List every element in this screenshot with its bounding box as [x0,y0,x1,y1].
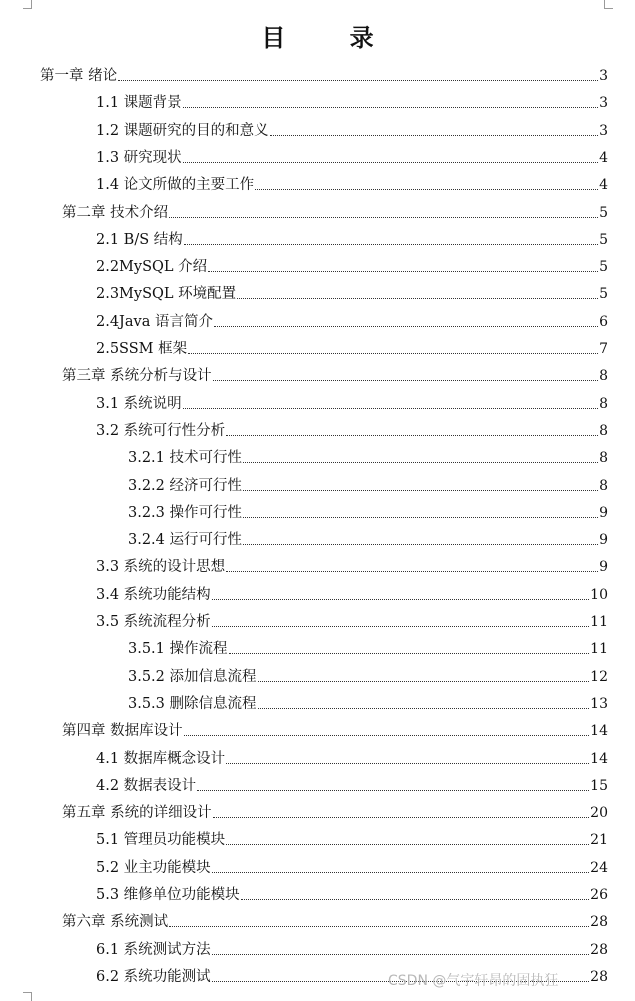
toc-leader-dots [212,599,590,600]
toc-entry-page: 28 [590,914,608,931]
toc-entry-label: 2.5SSM 框架 [96,341,188,357]
toc-entry-page: 5 [599,231,608,248]
toc-entry[interactable] [96,336,608,358]
toc-leader-dots [183,162,598,163]
toc-entry-label: 2.3MySQL 环境配置 [96,286,237,303]
toc-entry-page: 14 [590,750,608,767]
toc-entry-page: 11 [590,641,608,658]
toc-entry-page: 28 [590,968,608,985]
toc-entry-label: 第四章 数据库设计 [62,723,183,740]
toc-leader-dots [243,544,598,545]
toc-entry-label: 第五章 系统的详细设计 [62,805,212,822]
toc-entry-label: 3.5.2 添加信息流程 [128,668,257,685]
toc-entry-label: 1.2 课题研究的目的和意义 [96,122,269,139]
toc-entry-page: 12 [590,668,608,685]
page-corner-mark [604,0,613,9]
toc-leader-dots [243,490,598,491]
toc-entry-page: 13 [590,695,608,712]
toc-entry-label: 5.3 维修单位功能模块 [96,887,240,903]
toc-entry[interactable] [62,363,608,385]
toc-entry-page: 5 [599,204,608,221]
toc-entry[interactable] [62,909,608,931]
toc-entry[interactable] [62,200,608,222]
toc-entry[interactable] [96,582,608,604]
toc-entry-page: 3 [599,95,608,112]
toc-entry-label: 3.2.2 经济可行性 [128,477,243,494]
toc-entry-label: 3.5.3 删除信息流程 [128,695,257,712]
toc-entry-page: 4 [599,149,608,166]
toc-entry-label: 4.2 数据表设计 [96,777,197,794]
toc-entry-label: 1.1 课题背景 [96,95,182,112]
toc-entry-label: 3.2 系统可行性分析 [96,422,226,439]
toc-entry-page: 9 [599,559,608,576]
toc-entry-label: 4.1 数据库概念设计 [96,750,226,767]
toc-entry[interactable] [96,937,608,959]
toc-leader-dots [229,653,590,654]
toc-leader-dots [237,298,598,299]
toc-entry[interactable] [96,855,608,877]
toc-leader-dots [212,954,590,955]
toc-entry-page: 5 [599,259,608,276]
toc-leader-dots [226,571,598,572]
toc-entry-page: 11 [590,614,608,630]
toc-entry-page: 4 [599,177,608,194]
toc-entry[interactable] [128,473,608,495]
toc-entry-label: 第六章 系统测试 [62,914,169,931]
toc-leader-dots [169,926,589,927]
toc-entry-page: 14 [590,723,608,740]
toc-title: 目 录 [261,23,402,52]
toc-leader-dots [183,408,598,409]
toc-entry[interactable] [96,773,608,795]
toc-leader-dots [188,353,598,354]
toc-entry-page: 6 [599,313,608,330]
toc-entry[interactable] [40,63,608,85]
toc-entry-page: 24 [590,859,608,876]
toc-entry-label: 3.3 系统的设计思想 [96,559,226,576]
toc-entry[interactable] [62,800,608,822]
toc-leader-dots [212,626,590,627]
toc-entry-label: 3.2.1 技术可行性 [128,450,243,467]
toc-entry-label: 2.4Java 语言简介 [96,313,213,330]
toc-leader-dots [214,326,598,327]
toc-leader-dots [270,135,598,136]
toc-entry[interactable] [128,636,608,658]
toc-entry-page: 3 [599,68,608,84]
toc-entry[interactable] [96,227,608,249]
toc-entry-page: 10 [590,586,608,603]
toc-entry-label: 第三章 系统分析与设计 [62,368,212,385]
toc-entry-label: 3.2.3 操作可行性 [128,504,243,521]
toc-leader-dots [243,462,598,463]
toc-entry-label: 1.3 研究现状 [96,149,182,166]
toc-entry[interactable] [96,281,608,303]
toc-entry[interactable] [96,882,608,904]
toc-entry-label: 2.1 B/S 结构 [96,231,183,248]
toc-entry[interactable] [96,418,608,440]
toc-leader-dots [183,107,598,108]
toc-entry-page: 7 [599,341,608,357]
toc-entry-label: 3.1 系统说明 [96,395,182,412]
toc-entry[interactable] [96,554,608,576]
toc-entry[interactable] [62,718,608,740]
toc-entry[interactable] [96,172,608,194]
toc-entry-label: 6.1 系统测试方法 [96,941,211,958]
toc-entry[interactable] [128,691,608,713]
toc-leader-dots [197,790,589,791]
toc-entry-page: 26 [590,887,608,903]
toc-entry[interactable] [96,90,608,112]
toc-leader-dots [169,217,598,218]
toc-leader-dots [255,189,598,190]
toc-entry-label: 5.2 业主功能模块 [96,859,211,876]
toc-leader-dots [184,244,598,245]
toc-entry[interactable] [96,118,608,140]
toc-leader-dots [213,380,598,381]
toc-entry[interactable] [96,746,608,768]
toc-entry[interactable] [128,445,608,467]
toc-entry-page: 8 [599,450,608,467]
toc-leader-dots [226,844,589,845]
toc-entry-page: 28 [590,941,608,958]
toc-entry-label: 6.2 系统功能测试 [96,968,211,985]
toc-entry-label: 3.5.1 操作流程 [128,641,228,658]
toc-leader-dots [208,271,598,272]
toc-leader-dots [258,681,590,682]
toc-entry-page: 21 [590,832,608,849]
toc-entry-label: 1.4 论文所做的主要工作 [96,177,255,194]
toc-entry[interactable] [128,527,608,549]
toc-entry-page: 8 [599,477,608,494]
toc-entry[interactable] [96,254,608,276]
toc-entry-label: 3.4 系统功能结构 [96,586,211,603]
toc-entry-label: 第二章 技术介绍 [62,204,169,221]
toc-entry-page: 20 [590,805,608,822]
toc-entry-page: 15 [590,777,608,794]
toc-leader-dots [243,517,598,518]
toc-leader-dots [213,817,590,818]
toc-entry-label: 第一章 绪论 [40,68,118,84]
toc-entry[interactable] [128,664,608,686]
toc-entry-page: 5 [599,286,608,303]
toc-leader-dots [226,763,589,764]
toc-entry[interactable] [128,500,608,522]
toc-leader-dots [184,735,590,736]
toc-entry[interactable] [96,145,608,167]
toc-entry-page: 9 [599,504,608,521]
watermark: CSDN @气宇轩昂的固执狂 [388,973,559,989]
toc-entry-page: 9 [599,532,608,549]
toc-leader-dots [258,708,590,709]
toc-entry-page: 8 [599,422,608,439]
toc-leader-dots [226,435,598,436]
toc-entry-label: 5.1 管理员功能模块 [96,832,226,849]
toc-entry[interactable] [96,309,608,331]
toc-entry[interactable] [96,391,608,413]
toc-leader-dots [241,899,590,900]
toc-entry[interactable] [96,609,608,631]
toc-leader-dots [212,872,590,873]
toc-entry-label: 2.2MySQL 介绍 [96,259,208,276]
toc-leader-dots [118,80,598,81]
page-corner-mark [23,0,32,9]
toc-entry-page: 8 [599,395,608,412]
toc-entry-label: 3.2.4 运行可行性 [128,532,243,549]
toc-entry-label: 3.5 系统流程分析 [96,614,211,630]
toc-entry-page: 8 [599,368,608,385]
toc-entry[interactable] [96,827,608,849]
toc-entry-page: 3 [599,122,608,139]
